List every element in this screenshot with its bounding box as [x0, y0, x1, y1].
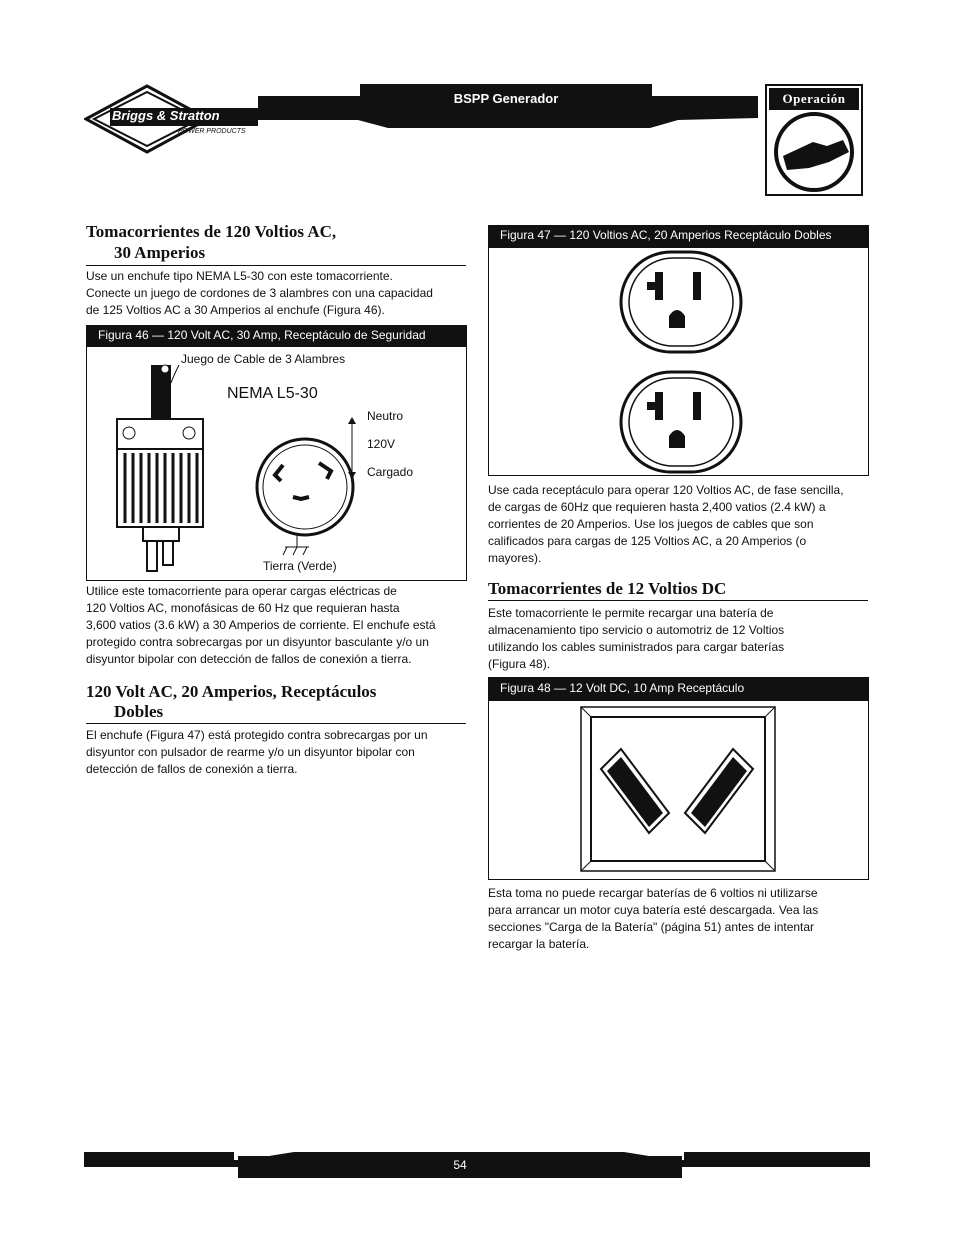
figure47-diagram — [488, 247, 869, 476]
s3-title: Tomacorrientes de 12 Voltios DC — [488, 579, 727, 598]
text-line: Use un enchufe tipo NEMA L5-30 con este tomacorriente. — [86, 269, 393, 283]
text-line: Conecte un juego de cordones de 3 alambres con una capacidad — [86, 286, 433, 300]
text-line: utilizando los cables suministrados para cargar baterías — [488, 640, 785, 654]
fig46-paragraph — [86, 583, 468, 668]
label-tierra: Tierra (Verde) — [263, 559, 337, 573]
s2-title-line1: 120 Volt AC, 20 Amperios, Receptáculos — [86, 682, 377, 701]
label-cargado: Cargado — [367, 465, 414, 479]
brand-name: Briggs & Stratton — [112, 108, 220, 123]
text-line: disyuntor bipolar con detección de fallos de conexión a tierra. — [86, 652, 412, 666]
section-badge — [765, 84, 863, 196]
figure47-caption: Figura 47 — 120 Voltios AC, 20 Amperios Receptáculo Dobles — [488, 225, 869, 247]
text-line: El enchufe (Figura 47) está protegido contra sobrecargas por un — [86, 728, 428, 742]
text-line: corrientes de 20 Amperios. Use los juegos de cables que son — [488, 517, 814, 531]
fig47-paragraph — [488, 482, 870, 567]
outlet-bottom — [621, 372, 741, 472]
label-120v: 120V — [367, 437, 396, 451]
s1-title-line1: Tomacorrientes de 120 Voltios AC, — [86, 222, 337, 241]
text-line: de 125 Voltios AC a 30 Amperios al enchufe (Figura 46). — [86, 303, 385, 317]
s2-paragraph — [86, 727, 466, 778]
twist-lock-plug-diagram — [87, 347, 466, 580]
text-line: disyuntor con pulsador de rearme y/o un disyuntor bipolar con — [86, 745, 415, 759]
text-line: Utilice este tomacorriente para operar cargas eléctricas de — [86, 584, 397, 598]
label-nema: NEMA L5-30 — [227, 385, 318, 402]
text-line: 120 Voltios AC, monofásicas de 60 Hz que requieran hasta — [86, 601, 400, 615]
s1-paragraph — [86, 268, 466, 319]
text-line: protegido contra sobrecargas por un disyuntor basculante y/o un — [86, 635, 429, 649]
fig48-paragraph — [488, 885, 870, 953]
text-line: almacenamiento tipo servicio o automotriz de 12 Voltios — [488, 623, 785, 637]
text-line: para arrancar un motor cuya batería esté descargada. Vea las — [488, 903, 819, 917]
badge-label: Operación — [769, 88, 859, 110]
text-line: detección de fallos de conexión a tierra. — [86, 762, 298, 776]
duplex-receptacle-diagram — [489, 248, 868, 475]
text-line: secciones "Carga de la Batería" (página 51) antes de intentar — [488, 920, 815, 934]
divider — [488, 600, 868, 601]
s1-title-line2: 30 Amperios — [114, 243, 206, 262]
text-line: mayores). — [488, 551, 542, 565]
outlet-top — [621, 252, 741, 352]
product-title: BSPP Generador — [360, 84, 652, 114]
hand-switch-icon — [769, 112, 859, 192]
text-line: 3,600 vatios (3.6 kW) a 30 Amperios de corriente. El enchufe está — [86, 618, 436, 632]
text-line: Este tomacorriente le permite recargar una batería de — [488, 606, 774, 620]
figure48-caption: Figura 48 — 12 Volt DC, 10 Amp Receptáculo — [488, 677, 869, 700]
text-line: (Figura 48). — [488, 657, 551, 671]
text-line: de cargas de 60Hz que requieren hasta 2,400 vatios (2.4 kW) a — [488, 500, 826, 514]
text-line: Esta toma no puede recargar baterías de 6 voltios ni utilizarse — [488, 886, 818, 900]
dc-receptacle-diagram — [489, 701, 868, 879]
text-line: Use cada receptáculo para operar 120 Voltios AC, de fase sencilla, — [488, 483, 844, 497]
divider — [86, 723, 466, 724]
s2-title-line2: Dobles — [114, 702, 164, 721]
figure48-diagram — [488, 700, 869, 880]
s3-paragraph — [488, 605, 870, 673]
label-neutro: Neutro — [367, 409, 404, 423]
page-number: 54 — [238, 1156, 682, 1178]
figure46-diagram — [86, 346, 467, 581]
divider — [86, 265, 466, 266]
text-line: calificados para cargas de 125 Voltios AC, a 20 Amperios (o — [488, 534, 807, 548]
figure46-caption: Figura 46 — 120 Volt AC, 30 Amp, Receptáculo de Seguridad — [86, 325, 467, 346]
label-cable: Juego de Cable de 3 Alambres — [181, 352, 346, 366]
brand-sub: POWER PRODUCTS — [178, 128, 246, 135]
text-line: recargar la batería. — [488, 937, 590, 951]
